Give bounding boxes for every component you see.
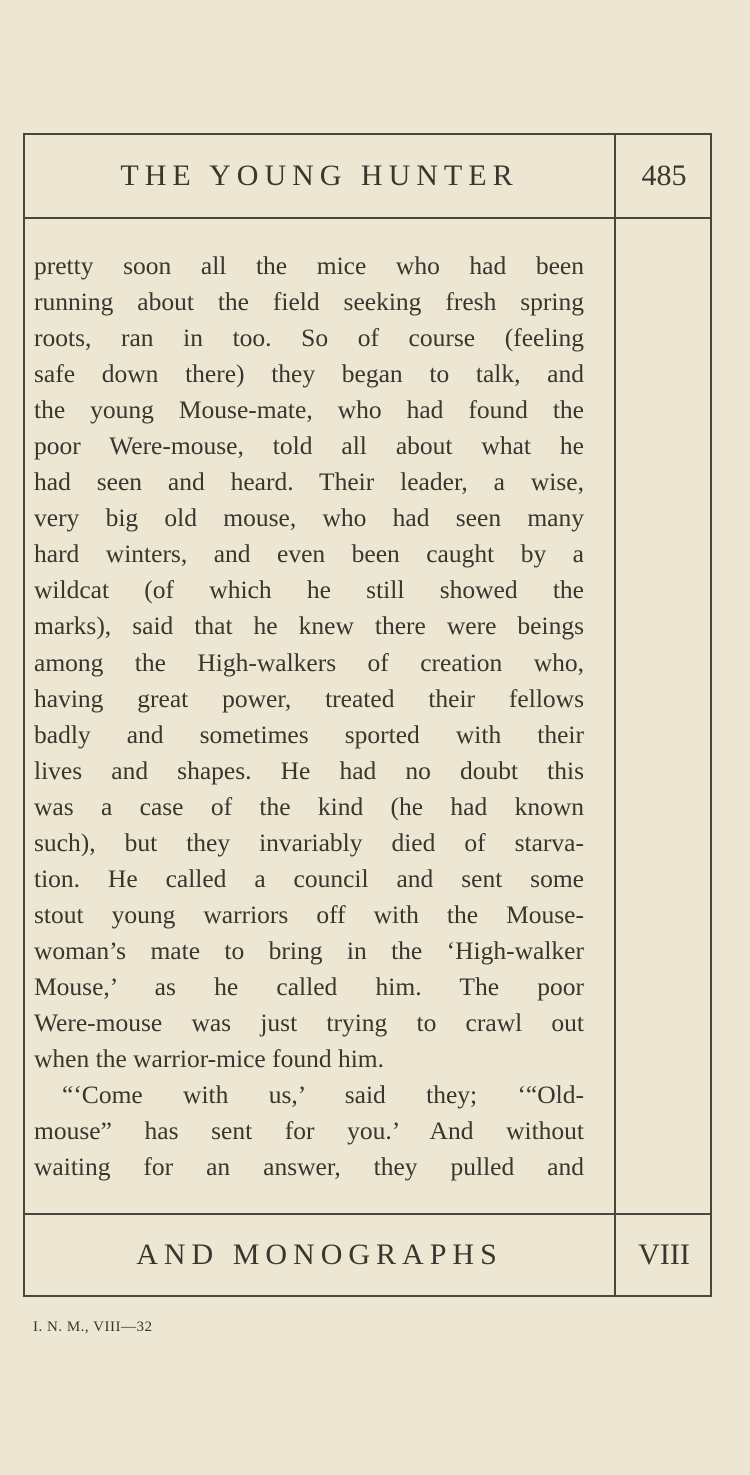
text-line: the young Mouse-mate, who had found the: [34, 395, 584, 425]
text-line: badly and sometimes sported with their: [34, 719, 584, 749]
text-line: Mouse,’ as he called him. The poor: [34, 971, 584, 1001]
text-line: Were-mouse was just trying to crawl out: [34, 1007, 584, 1037]
text-line: tion. He called a council and sent some: [34, 863, 584, 893]
column-divider: [614, 135, 616, 1295]
body-text: [34, 248, 584, 1185]
header-rule: [25, 217, 710, 219]
text-line: having great power, treated their fellows: [34, 683, 584, 713]
text-line: roots, ran in too. So of course (feeling: [34, 323, 584, 353]
text-line: among the High-walkers of creation who,: [34, 647, 584, 677]
text-line: lives and shapes. He had no doubt this: [34, 755, 584, 785]
text-line: running about the field seeking fresh spring: [34, 287, 584, 317]
text-line: such), but they invariably died of starva-: [34, 827, 584, 857]
text-line: stout young warriors off with the Mouse-: [34, 899, 584, 929]
text-line: very big old mouse, who had seen many: [34, 503, 584, 533]
text-line: mouse” has sent for you.’ And without: [34, 1116, 584, 1146]
running-head-title: THE YOUNG HUNTER: [120, 159, 519, 192]
printer-signature: I. N. M., VIII—32: [33, 1319, 153, 1335]
text-line: pretty soon all the mice who had been: [34, 251, 584, 280]
text-line: waiting for an answer, they pulled and: [34, 1152, 584, 1182]
text-line: woman’s mate to bring in the ‘High-walker: [34, 935, 584, 965]
text-line: marks), said that he knew there were beings: [34, 611, 584, 641]
text-line: was a case of the kind (he had known: [34, 791, 584, 821]
text-line: had seen and heard. Their leader, a wise,: [34, 467, 584, 497]
text-line: “‘Come with us,’ said they; ‘“Old-: [62, 1080, 584, 1110]
text-line: wildcat (of which he still showed the: [34, 575, 584, 605]
footer-title: AND MONOGRAPHS: [136, 1238, 503, 1271]
text-line: hard winters, and even been caught by a: [34, 539, 584, 569]
volume-number: VIII: [638, 1238, 690, 1271]
text-line: safe down there) they began to talk, and: [34, 359, 584, 389]
page-frame: [23, 133, 712, 1297]
page-number: 485: [641, 159, 687, 192]
text-line: when the warrior-mice found him.: [34, 1044, 385, 1074]
text-line: poor Were-mouse, told all about what he: [34, 431, 584, 461]
